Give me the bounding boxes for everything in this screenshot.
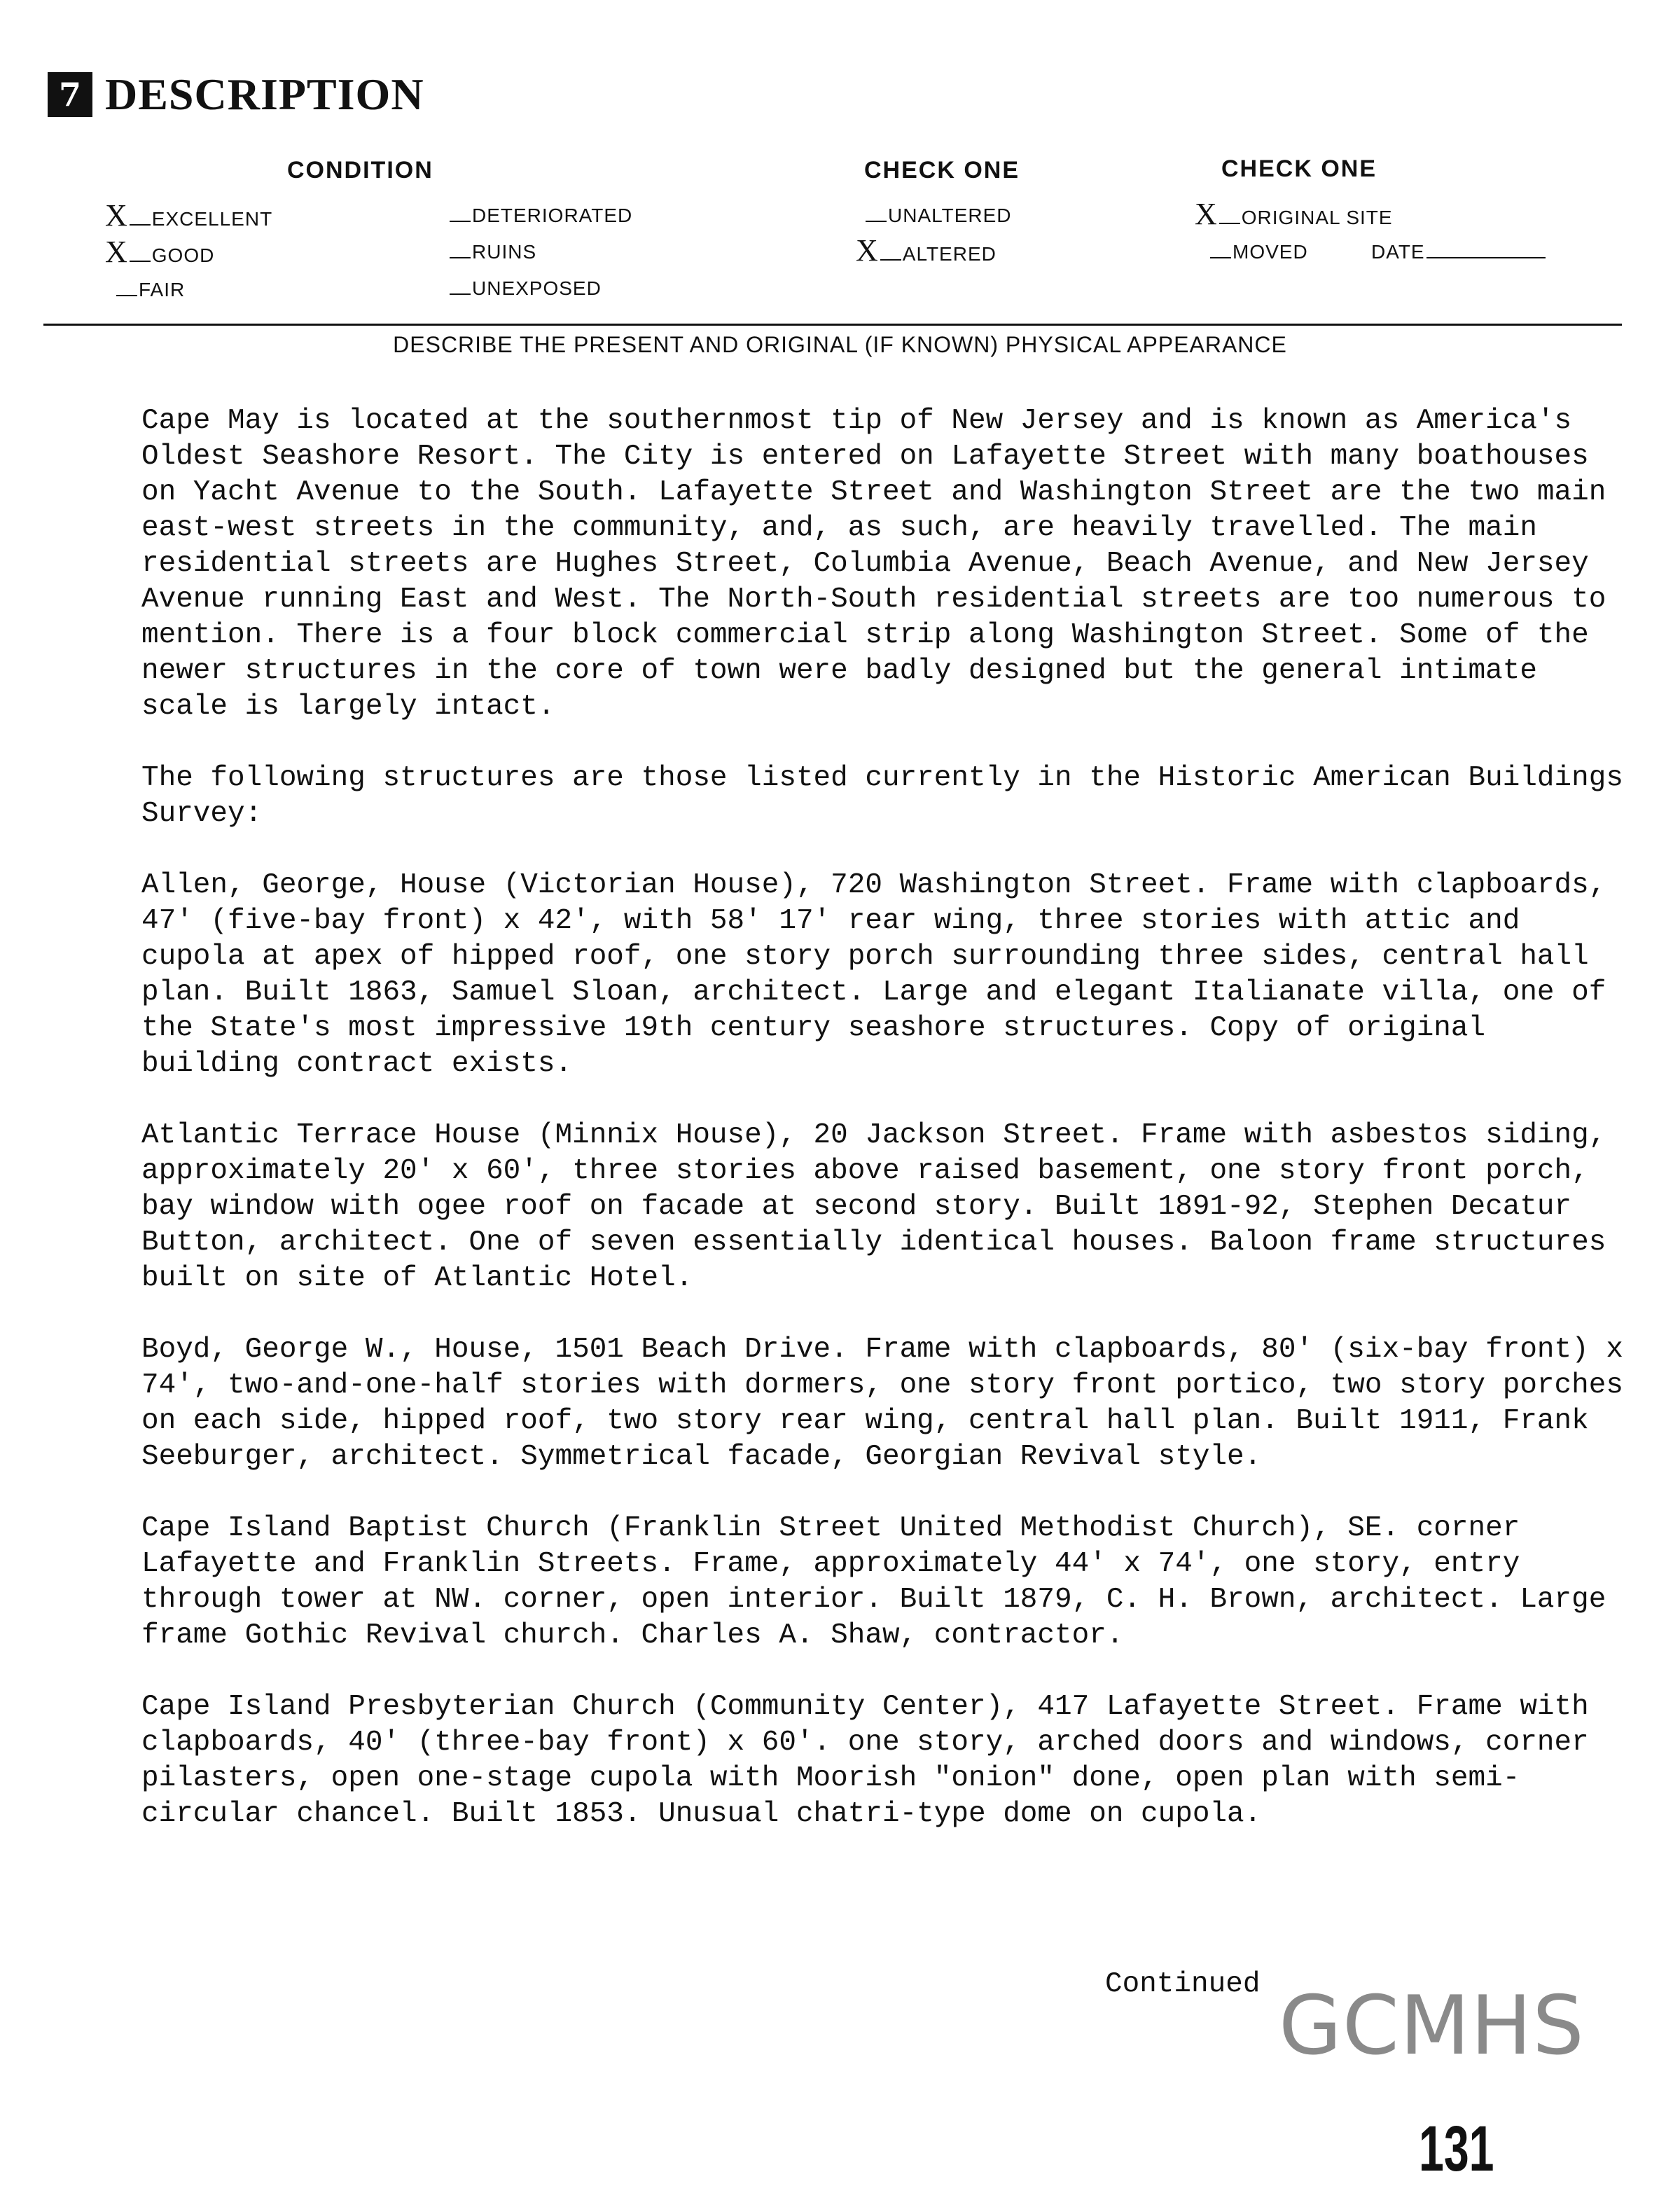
paragraph-intro: Cape May is located at the southernmost tip of New Jersey and is known as America's Oldest Seashore Resort. The City is entered on Lafayette Street with many boathouses on Yacht Avenue to the South. Lafayette Street and Washington Street are the two main east-west streets in the community, and, as such, are heavily travelled. The main residential streets are Hughes Street, Columbia Avenue, Beach Avenue, and New Jersey Avenue running East and West. The North-South residential streets are too numerous to mention. There is a four block commercial strip along Washington Street. Some of the newer structures in the core of town were badly designed but the general intimate scale is largely intact.: [141, 405, 1606, 723]
divider-rule: [43, 324, 1622, 326]
section-heading: [48, 70, 424, 119]
option-label: GOOD: [151, 244, 215, 266]
watermark: GCMHS: [1279, 1979, 1585, 2073]
blank-line: [866, 221, 887, 222]
blank-line: [450, 221, 471, 222]
date-field: [1371, 241, 1546, 263]
option-label: ORIGINAL SITE: [1241, 207, 1393, 228]
paragraph-baptist-church: Cape Island Baptist Church (Franklin Street United Methodist Church), SE. corner Lafayette and Franklin Streets. Frame, approximately 44' x 74', one story, entry through tower at NW. corner, open interior. Built 1879, C. H. Brown, architect. Large frame Gothic Revival church. Charles A. Shaw, contractor.: [141, 1512, 1606, 1652]
option-label: FAIR: [139, 279, 186, 300]
date-line: [1426, 257, 1546, 258]
condition-option-good: [105, 234, 214, 270]
condition-option-unexposed: [450, 277, 602, 300]
continued-label: Continued: [1105, 1968, 1261, 2000]
option-label: ALTERED: [902, 243, 997, 265]
paragraph-atlantic-terrace-house: Atlantic Terrace House (Minnix House), 20 Jackson Street. Frame with asbestos siding, approximately 20' x 60', three stories above raised basement, one story front porch, bay window with ogee roof on facade at second story. Built 1891-92, Stephen Decatur Button, architect. One of seven essentially identical houses. Baloon frame structures built on site of Atlantic Hotel.: [141, 1119, 1606, 1294]
option-label: UNEXPOSED: [472, 277, 602, 299]
blank-line: [1219, 223, 1240, 224]
option-label: UNALTERED: [888, 205, 1012, 226]
option-label: RUINS: [472, 241, 537, 263]
condition-option-fair: [116, 279, 185, 301]
blank-line: [116, 295, 137, 296]
blank-line: [130, 261, 151, 262]
page-number: 131: [1419, 2113, 1494, 2185]
check-option-unaltered: [866, 205, 1012, 227]
condition-option-deteriorated: [450, 205, 632, 227]
blank-line: [450, 293, 471, 295]
check-mark: X: [856, 233, 879, 268]
blank-line: [1210, 257, 1231, 258]
blank-line: [450, 257, 471, 258]
check-mark: X: [105, 235, 128, 269]
blank-line: [130, 224, 151, 226]
description-body: [141, 403, 1626, 1868]
condition-header: CONDITION: [287, 157, 433, 184]
paragraph-presbyterian-church: Cape Island Presbyterian Church (Community Center), 417 Lafayette Street. Frame with clapboards, 40' (three-bay front) x 60'. one story, arched doors and windows, corner pilasters, open one-stage cupola with Moorish "onion" done, open plan with semi-circular chancel. Built 1853. Unusual chatri-type dome on cupola.: [141, 1691, 1589, 1830]
check-option-moved: [1210, 241, 1308, 263]
check-mark: X: [1195, 197, 1218, 231]
paragraph-allen-house: Allen, George, House (Victorian House), 720 Washington Street. Frame with clapboards, 47' (five-bay front) x 42', with 58' 17' rear wing, three stories with attic and cupola at apex of hipped roof, one story porch surrounding three sides, central hall plan. Built 1863, Samuel Sloan, architect. Large and elegant Italianate villa, one of the State's most impressive 19th century seashore structures. Copy of original building contract exists.: [141, 869, 1606, 1080]
check-one-alteration-header: CHECK ONE: [864, 157, 1020, 184]
check-option-altered: [856, 233, 997, 268]
option-label: MOVED: [1233, 241, 1308, 263]
section-number: 7: [48, 72, 92, 117]
condition-option-excellent: [105, 198, 272, 233]
paragraph-habs-intro: The following structures are those listed currently in the Historic American Buildings Survey:: [141, 762, 1623, 830]
condition-option-ruins: [450, 241, 536, 263]
blank-line: [880, 259, 901, 261]
paragraph-boyd-house: Boyd, George W., House, 1501 Beach Drive. Frame with clapboards, 80' (six-bay front) x 74', two-and-one-half stories with dormers, one story front portico, two story porches on each side, hipped roof, two story rear wing, central hall plan. Built 1911, Frank Seeburger, architect. Symmetrical facade, Georgian Revival style.: [141, 1334, 1623, 1473]
date-label: DATE: [1371, 241, 1425, 263]
option-label: DETERIORATED: [472, 205, 633, 226]
section-title: DESCRIPTION: [105, 69, 424, 119]
describe-subheading: DESCRIBE THE PRESENT AND ORIGINAL (IF KNOWN) PHYSICAL APPEARANCE: [393, 332, 1287, 357]
check-option-original-site: [1195, 196, 1393, 232]
check-one-site-header: CHECK ONE: [1221, 155, 1377, 182]
check-mark: X: [105, 198, 128, 233]
option-label: EXCELLENT: [151, 208, 273, 230]
